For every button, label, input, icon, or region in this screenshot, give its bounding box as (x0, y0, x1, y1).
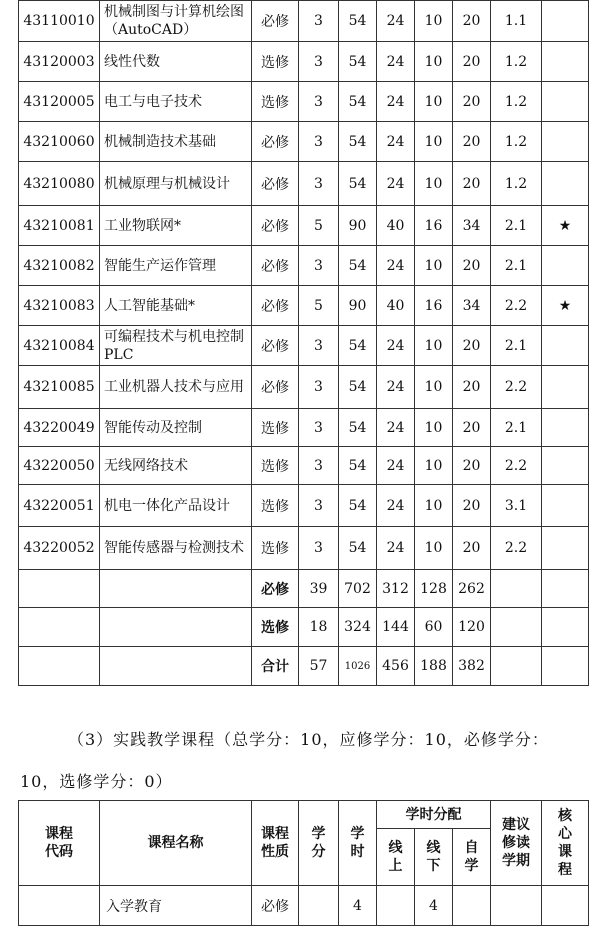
cell-online (377, 886, 415, 926)
header-credit: 学分 (299, 801, 339, 886)
cell-name: 线性代数 (100, 42, 252, 82)
cell-online: 24 (377, 122, 415, 162)
summary-self: 262 (453, 570, 491, 608)
cell-name: 智能生产运作管理 (100, 246, 252, 286)
cell-term: 3.1 (491, 485, 542, 527)
cell-self: 20 (453, 246, 491, 286)
cell-offline: 16 (415, 206, 453, 246)
cell-blank (19, 647, 100, 686)
cell-name: 工业机器人技术与应用 (100, 366, 252, 409)
cell-type: 必修 (252, 246, 299, 286)
cell-credit: 3 (299, 485, 339, 527)
cell-online: 24 (377, 42, 415, 82)
cell-type: 选修 (252, 447, 299, 485)
summary-credit: 18 (299, 608, 339, 647)
cell-type: 必修 (252, 162, 299, 206)
cell-credit: 3 (299, 326, 339, 366)
cell-hours: 54 (339, 409, 377, 447)
cell-name: 无线网络技术 (100, 447, 252, 485)
cell-offline: 10 (415, 1, 453, 42)
cell-credit: 3 (299, 162, 339, 206)
header-offline: 线下 (415, 829, 453, 886)
header-hours: 学时 (339, 801, 377, 886)
cell-self: 20 (453, 366, 491, 409)
cell-offline: 10 (415, 447, 453, 485)
summary-hours: 324 (339, 608, 377, 647)
cell-online: 24 (377, 527, 415, 570)
cell-core (542, 447, 589, 485)
cell-self: 20 (453, 122, 491, 162)
cell-blank (491, 647, 542, 686)
cell-credit (299, 886, 339, 926)
cell-online: 24 (377, 366, 415, 409)
summary-row (19, 570, 589, 608)
cell-blank (100, 647, 252, 686)
cell-offline: 10 (415, 246, 453, 286)
cell-offline: 10 (415, 162, 453, 206)
table-row (19, 246, 589, 286)
cell-core (542, 246, 589, 286)
cell-credit: 5 (299, 206, 339, 246)
summary-online: 144 (377, 608, 415, 647)
cell-credit: 3 (299, 409, 339, 447)
cell-blank (100, 608, 252, 647)
cell-type: 选修 (252, 485, 299, 527)
cell-offline: 4 (415, 886, 453, 926)
cell-self: 20 (453, 326, 491, 366)
cell-credit: 3 (299, 42, 339, 82)
cell-term: 2.1 (491, 246, 542, 286)
cell-online: 24 (377, 447, 415, 485)
cell-self: 34 (453, 206, 491, 246)
cell-code: 43210060 (19, 122, 100, 162)
cell-online: 24 (377, 409, 415, 447)
cell-term: 2.1 (491, 326, 542, 366)
cell-code: 43220051 (19, 485, 100, 527)
header-name: 课程名称 (100, 801, 252, 886)
cell-code: 43220052 (19, 527, 100, 570)
summary-online: 312 (377, 570, 415, 608)
summary-hours: 702 (339, 570, 377, 608)
cell-offline: 10 (415, 485, 453, 527)
cell-core (542, 82, 589, 122)
cell-blank (100, 570, 252, 608)
table-row (19, 82, 589, 122)
cell-code: 43220049 (19, 409, 100, 447)
cell-core (542, 326, 589, 366)
cell-offline: 10 (415, 326, 453, 366)
table-row (19, 527, 589, 570)
cell-name: 机电一体化产品设计 (100, 485, 252, 527)
cell-blank (491, 570, 542, 608)
cell-core (542, 409, 589, 447)
cell-code: 43210080 (19, 162, 100, 206)
summary-row (19, 608, 589, 647)
cell-type: 选修 (252, 527, 299, 570)
cell-term: 2.2 (491, 527, 542, 570)
cell-code: 43210081 (19, 206, 100, 246)
cell-credit: 3 (299, 447, 339, 485)
cell-self: 20 (453, 409, 491, 447)
cell-self (453, 886, 491, 926)
cell-code: 43210085 (19, 366, 100, 409)
cell-type: 必修 (252, 1, 299, 42)
summary-offline: 188 (415, 647, 453, 686)
cell-core (542, 485, 589, 527)
cell-type: 必修 (252, 366, 299, 409)
cell-self: 20 (453, 162, 491, 206)
cell-blank (491, 608, 542, 647)
cell-offline: 16 (415, 286, 453, 326)
cell-name: 智能传感器与检测技术 (100, 527, 252, 570)
cell-credit: 3 (299, 366, 339, 409)
cell-online: 40 (377, 286, 415, 326)
cell-term: 1.1 (491, 1, 542, 42)
cell-online: 24 (377, 485, 415, 527)
cell-hours: 4 (339, 886, 377, 926)
cell-offline: 10 (415, 122, 453, 162)
cell-self: 20 (453, 82, 491, 122)
cell-credit: 3 (299, 527, 339, 570)
cell-name: 电工与电子技术 (100, 82, 252, 122)
header-code: 课程代码 (19, 801, 100, 886)
cell-hours: 54 (339, 447, 377, 485)
cell-self: 20 (453, 42, 491, 82)
table-row (19, 122, 589, 162)
cell-term: 1.2 (491, 162, 542, 206)
cell-offline: 10 (415, 42, 453, 82)
cell-type: 必修 (252, 122, 299, 162)
summary-credit: 39 (299, 570, 339, 608)
header-online: 线上 (377, 829, 415, 886)
cell-name: 入学教育 (100, 886, 252, 926)
cell-name: 机械制图与计算机绘图（AutoCAD） (100, 1, 252, 42)
table-row (19, 1, 589, 42)
summary-online: 456 (377, 647, 415, 686)
cell-hours: 54 (339, 162, 377, 206)
cell-core (542, 366, 589, 409)
section-heading: （3）实践教学课程（总学分：10，应修学分：10，必修学分： (68, 730, 549, 749)
cell-term: 1.2 (491, 42, 542, 82)
cell-name: 人工智能基础* (100, 286, 252, 326)
header-core: 核心课程 (542, 801, 589, 886)
cell-self: 20 (453, 447, 491, 485)
cell-term (491, 886, 542, 926)
summary-offline: 60 (415, 608, 453, 647)
cell-credit: 3 (299, 246, 339, 286)
cell-blank (19, 570, 100, 608)
summary-row (19, 647, 589, 686)
cell-hours: 90 (339, 206, 377, 246)
cell-core: ★ (542, 206, 589, 246)
practice-table (18, 800, 589, 926)
table-row (19, 162, 589, 206)
table-row (19, 326, 589, 366)
cell-core: ★ (542, 286, 589, 326)
cell-term: 2.1 (491, 409, 542, 447)
cell-core (542, 122, 589, 162)
cell-type: 必修 (252, 286, 299, 326)
cell-blank (542, 647, 589, 686)
cell-credit: 3 (299, 122, 339, 162)
cell-credit: 3 (299, 1, 339, 42)
cell-hours: 54 (339, 1, 377, 42)
cell-self: 20 (453, 485, 491, 527)
cell-code (19, 886, 100, 926)
cell-code: 43220050 (19, 447, 100, 485)
table-row (19, 886, 589, 926)
header-dist: 学时分配 (377, 801, 491, 829)
cell-core (542, 1, 589, 42)
cell-self: 20 (453, 1, 491, 42)
header-self: 自学 (453, 829, 491, 886)
cell-term: 1.2 (491, 82, 542, 122)
cell-online: 24 (377, 326, 415, 366)
table-row (19, 286, 589, 326)
cell-term: 2.2 (491, 447, 542, 485)
cell-hours: 54 (339, 326, 377, 366)
cell-core (542, 527, 589, 570)
summary-self: 120 (453, 608, 491, 647)
table-row (19, 447, 589, 485)
table-row (19, 485, 589, 527)
table-row (19, 206, 589, 246)
table-row (19, 366, 589, 409)
cell-type: 选修 (252, 409, 299, 447)
cell-type: 必修 (252, 326, 299, 366)
cell-code: 43210083 (19, 286, 100, 326)
cell-offline: 10 (415, 366, 453, 409)
cell-offline: 10 (415, 527, 453, 570)
course-table (18, 0, 589, 686)
summary-hours: 1026 (339, 647, 377, 686)
cell-offline: 10 (415, 82, 453, 122)
table-row (19, 42, 589, 82)
cell-blank (542, 608, 589, 647)
cell-hours: 90 (339, 286, 377, 326)
cell-code: 43210082 (19, 246, 100, 286)
cell-type: 选修 (252, 42, 299, 82)
cell-online: 24 (377, 1, 415, 42)
summary-self: 382 (453, 647, 491, 686)
cell-online: 24 (377, 82, 415, 122)
cell-core (542, 162, 589, 206)
cell-self: 20 (453, 527, 491, 570)
cell-name: 可编程技术与机电控制 PLC (100, 326, 252, 366)
cell-core (542, 42, 589, 82)
summary-label: 必修 (252, 570, 299, 608)
summary-offline: 128 (415, 570, 453, 608)
cell-online: 24 (377, 162, 415, 206)
header-type: 课程性质 (252, 801, 299, 886)
cell-term: 2.2 (491, 366, 542, 409)
cell-credit: 3 (299, 82, 339, 122)
cell-core (542, 886, 589, 926)
cell-code: 43110010 (19, 1, 100, 42)
cell-offline: 10 (415, 409, 453, 447)
cell-online: 40 (377, 206, 415, 246)
cell-online: 24 (377, 246, 415, 286)
cell-code: 43120005 (19, 82, 100, 122)
cell-hours: 54 (339, 42, 377, 82)
cell-name: 智能传动及控制 (100, 409, 252, 447)
cell-hours: 54 (339, 82, 377, 122)
cell-term: 1.2 (491, 122, 542, 162)
cell-hours: 54 (339, 527, 377, 570)
cell-credit: 5 (299, 286, 339, 326)
cell-hours: 54 (339, 485, 377, 527)
cell-name: 机械制造技术基础 (100, 122, 252, 162)
cell-name: 工业物联网* (100, 206, 252, 246)
cell-type: 必修 (252, 886, 299, 926)
cell-blank (542, 570, 589, 608)
cell-hours: 54 (339, 366, 377, 409)
cell-type: 选修 (252, 82, 299, 122)
cell-term: 2.1 (491, 206, 542, 246)
cell-hours: 54 (339, 246, 377, 286)
cell-blank (19, 608, 100, 647)
summary-label: 合计 (252, 647, 299, 686)
header-term: 建议修读学期 (491, 801, 542, 886)
cell-self: 34 (453, 286, 491, 326)
summary-label: 选修 (252, 608, 299, 647)
table-row (19, 409, 589, 447)
section-heading-cont: 10，选修学分：0） (20, 772, 173, 791)
cell-code: 43210084 (19, 326, 100, 366)
cell-code: 43120003 (19, 42, 100, 82)
cell-hours: 54 (339, 122, 377, 162)
cell-type: 必修 (252, 206, 299, 246)
cell-name: 机械原理与机械设计 (100, 162, 252, 206)
cell-term: 2.2 (491, 286, 542, 326)
summary-credit: 57 (299, 647, 339, 686)
